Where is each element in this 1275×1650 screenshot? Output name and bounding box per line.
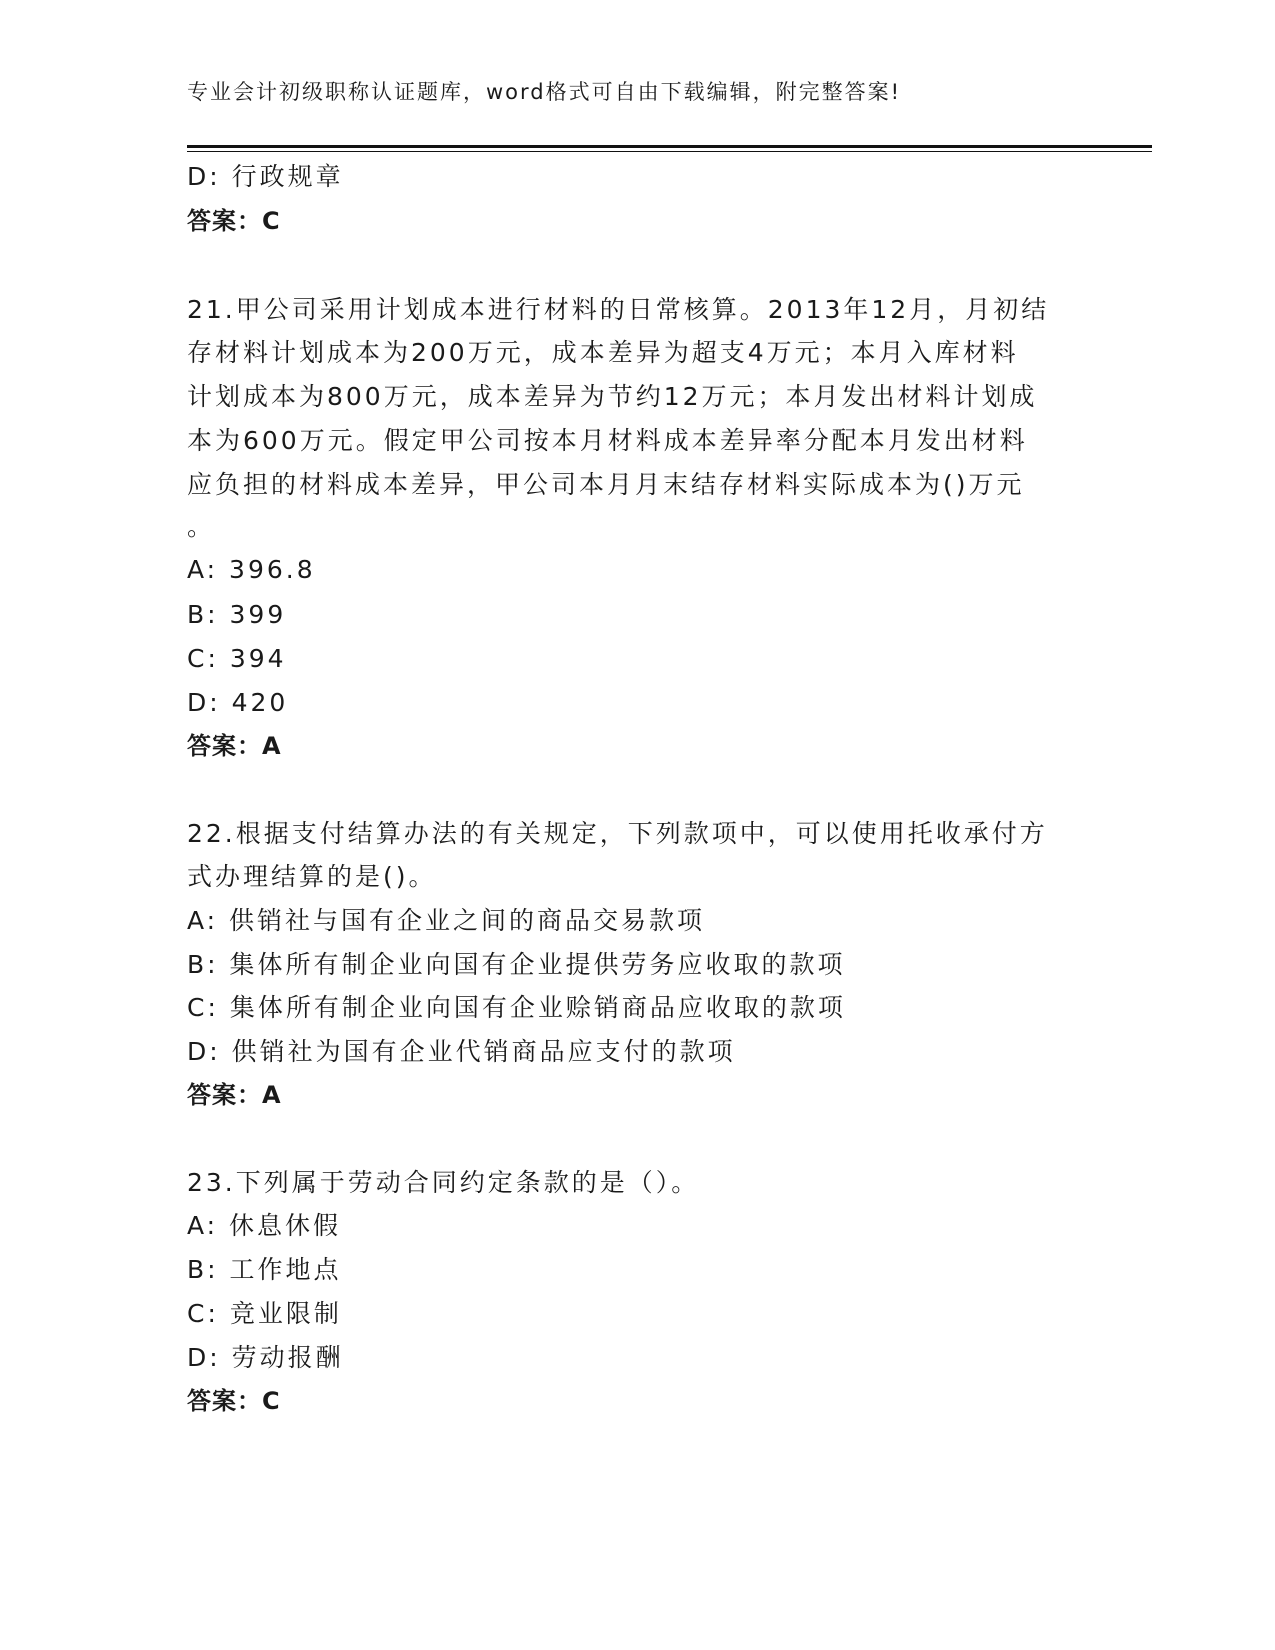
- q21-stem-line-1: 21.甲公司采用计划成本进行材料的日常核算。2013年12月，月初结: [187, 295, 1050, 324]
- q22-stem-line-2: 式办理结算的是()。: [187, 862, 437, 891]
- q23-stem-line-1: 23.下列属于劳动合同约定条款的是（）。: [187, 1168, 700, 1197]
- q23-option-a: A: 休息休假: [187, 1211, 342, 1240]
- q21-option-d: D: 420: [187, 688, 289, 717]
- q22-option-c: C: 集体所有制企业向国有企业赊销商品应收取的款项: [187, 993, 846, 1022]
- q21-stem-line-3: 计划成本为800万元，成本差异为节约12万元；本月发出材料计划成: [187, 382, 1038, 411]
- q20-answer: 答案：C: [187, 207, 281, 235]
- page-header: 专业会计初级职称认证题库，word格式可自由下载编辑，附完整答案!: [187, 80, 902, 104]
- header-rule-thin: [187, 151, 1152, 152]
- q22-answer: 答案：A: [187, 1081, 282, 1109]
- q20-option-d: D: 行政规章: [187, 162, 344, 191]
- q22-option-b: B: 集体所有制企业向国有企业提供劳务应收取的款项: [187, 950, 846, 979]
- q23-answer: 答案：C: [187, 1387, 281, 1415]
- q23-option-d: D: 劳动报酬: [187, 1343, 344, 1372]
- q21-option-a: A: 396.8: [187, 555, 316, 584]
- header-rule-thick: [187, 145, 1152, 148]
- q23-option-c: C: 竞业限制: [187, 1299, 342, 1328]
- q21-stem-line-4: 本为600万元。假定甲公司按本月材料成本差异率分配本月发出材料: [187, 426, 1028, 455]
- q21-stem-line-2: 存材料计划成本为200万元，成本差异为超支4万元；本月入库材料: [187, 338, 1019, 367]
- q22-stem-line-1: 22.根据支付结算办法的有关规定，下列款项中，可以使用托收承付方: [187, 819, 1048, 848]
- q22-option-d: D: 供销社为国有企业代销商品应支付的款项: [187, 1037, 736, 1066]
- q21-option-b: B: 399: [187, 600, 287, 629]
- q22-option-a: A: 供销社与国有企业之间的商品交易款项: [187, 906, 706, 935]
- q21-option-c: C: 394: [187, 644, 287, 673]
- q21-stem-line-5: 应负担的材料成本差异，甲公司本月月末结存材料实际成本为()万元: [187, 470, 1025, 499]
- q21-stem-line-6: 。: [187, 512, 216, 541]
- q23-option-b: B: 工作地点: [187, 1255, 342, 1284]
- q21-answer: 答案：A: [187, 732, 282, 760]
